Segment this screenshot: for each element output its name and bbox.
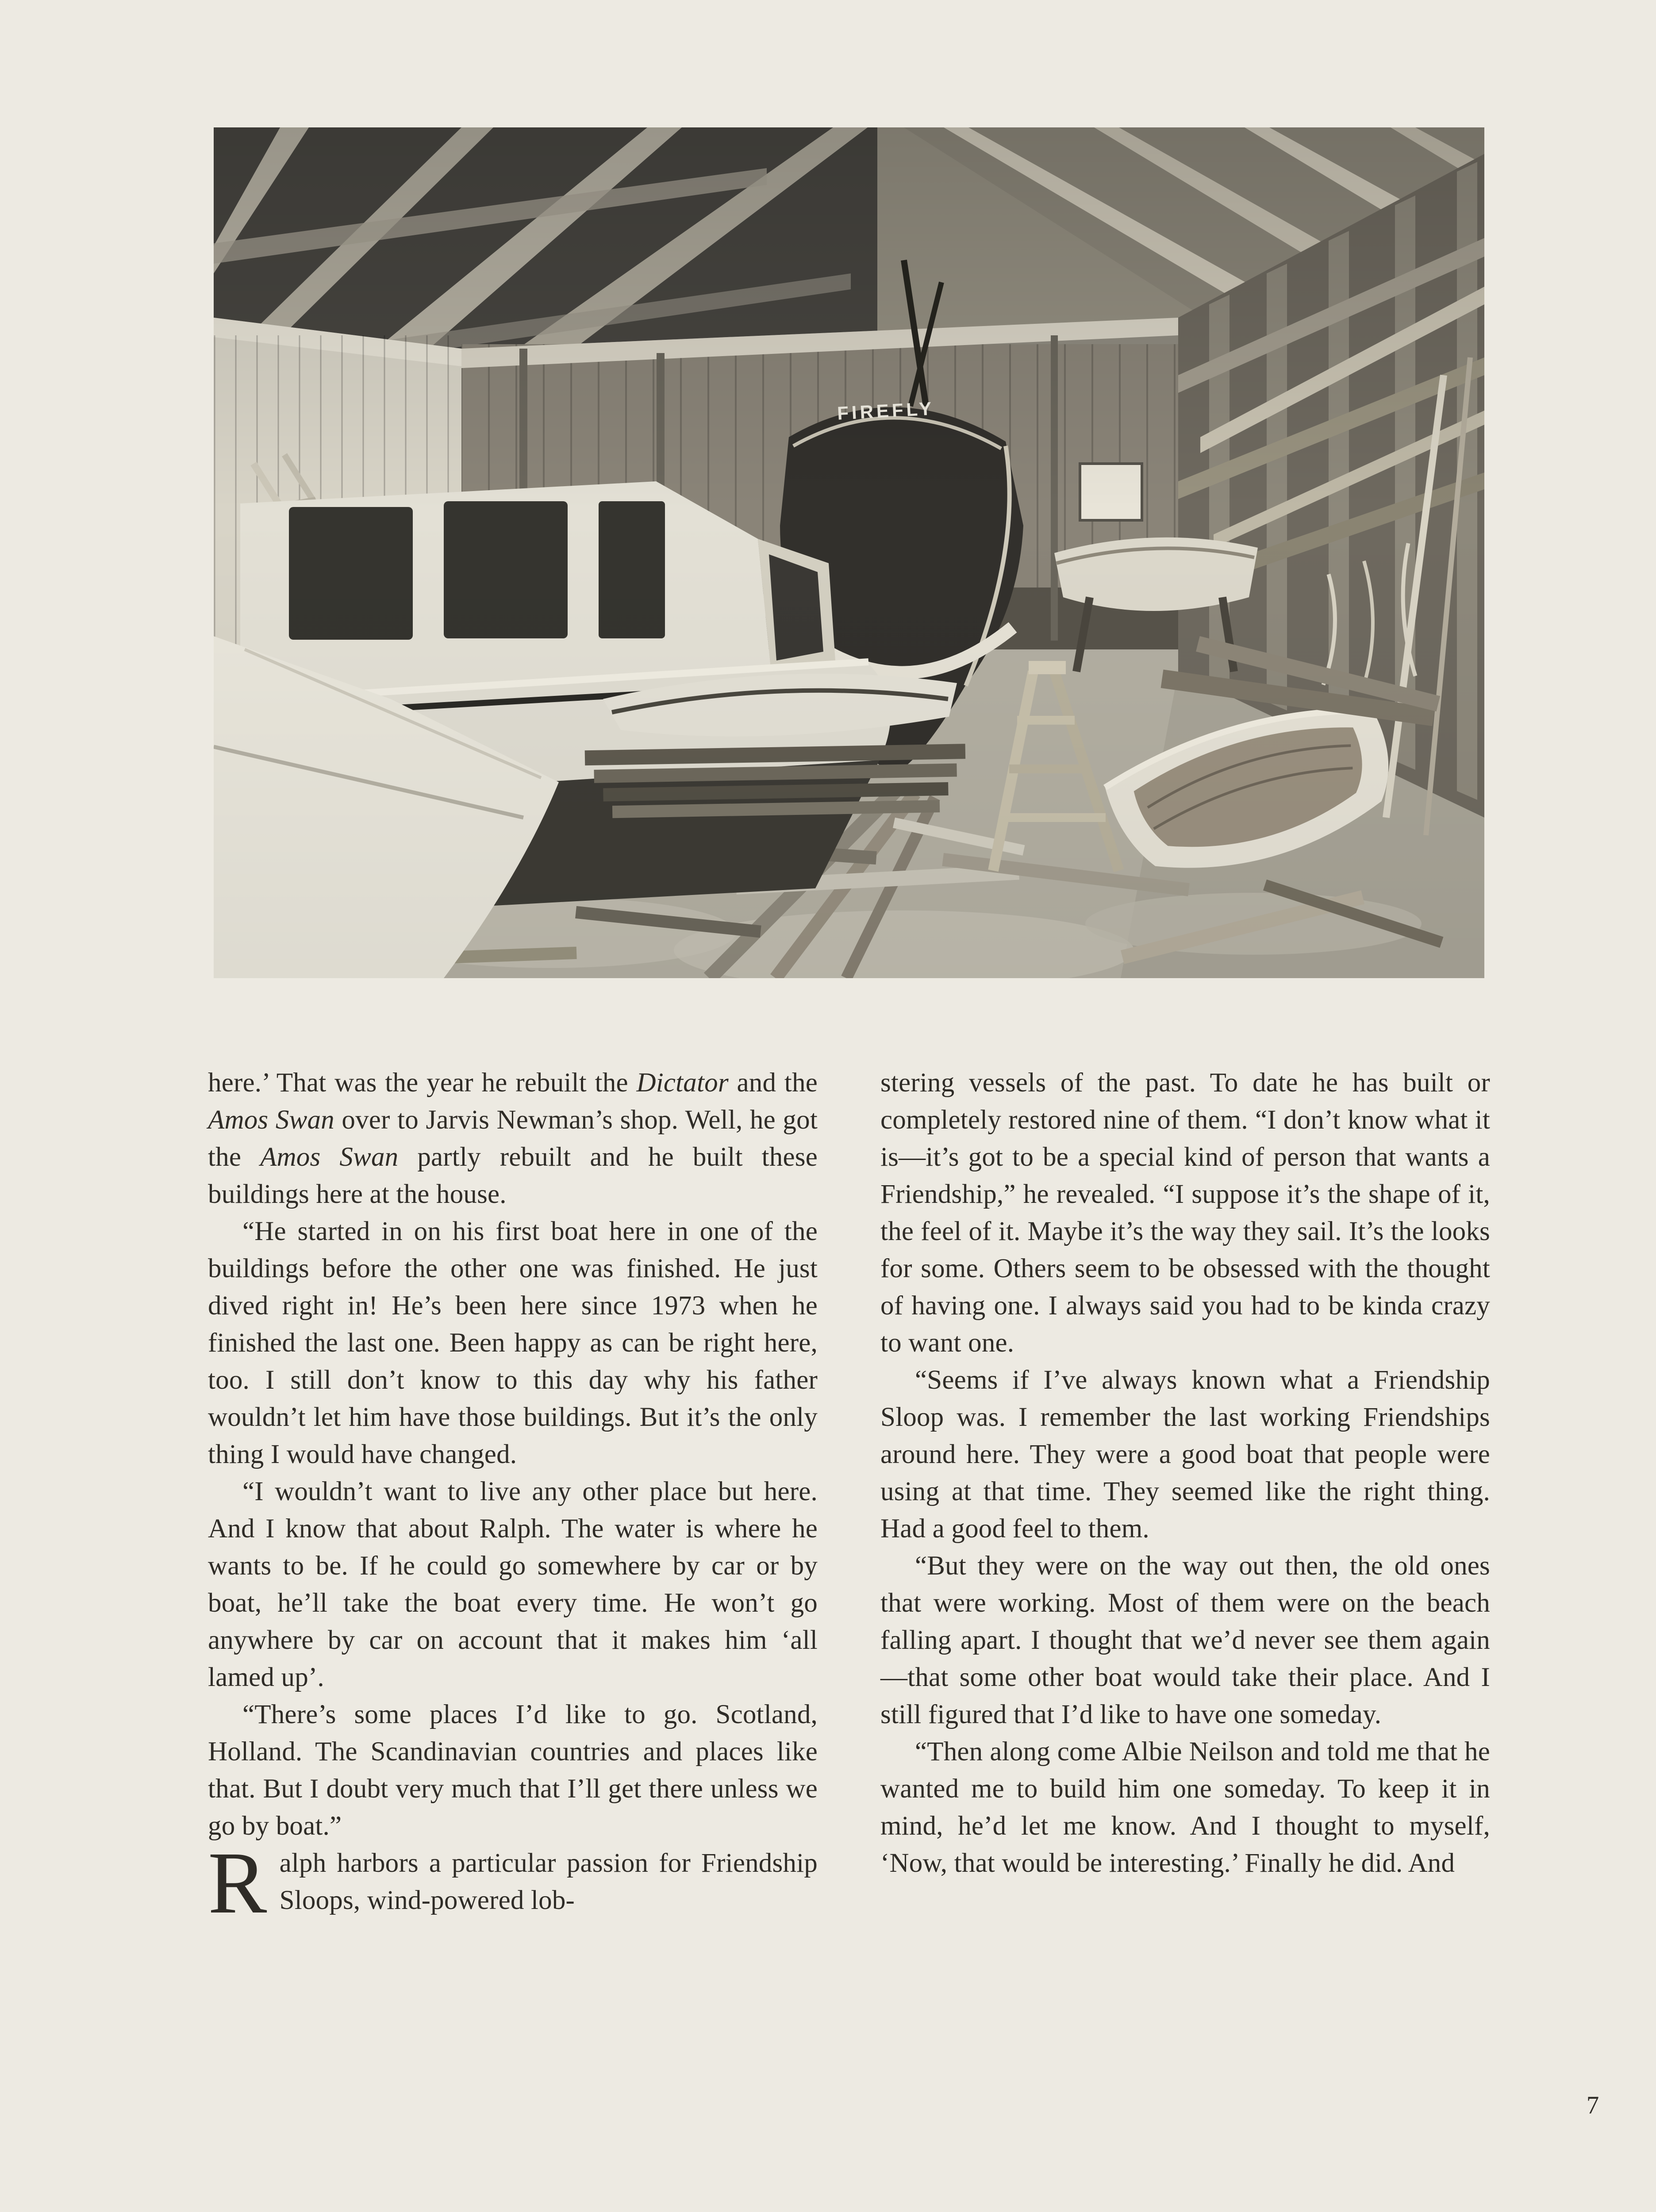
page-number: 7 [1586,2091,1599,2119]
text-run: here.’ That was the year he rebuilt the [208,1068,637,1098]
boat-name-italic: Dictator [636,1068,729,1098]
paragraph: “I wouldn’t want to live any other place but here. And I know that about Ralph. The water is where he wants to be. If he could go somewhere by car or by boat, he’ll take the boat every time. He won’t go anywhere by car on account that it makes him ‘all lamed up’. [208,1477,818,1692]
paragraph: “He started in on his first boat here in one of the buildings before the other one was finished. He just dived right in! He’s been here since 1973 when he finished the last one. Been happy as can be right here, too. I still don’t know to this day why his father wouldn’t let him have those buildings. But it’s the only thing I would have changed. [208,1217,818,1469]
drop-cap: R [208,1834,267,1932]
paragraph [208,1064,818,1213]
boat-name-italic: Amos Swan [260,1142,399,1172]
text-run: partly rebuilt and he built these buildings here at the house. [208,1142,818,1209]
boat-name-italic: Amos Swan [208,1105,334,1135]
paragraph: “Seems if I’ve always known what a Friendship Sloop was. I remember the last working Friendships around here. They were a good boat that people were using at that time. They seemed like the right thing. Had a good feel to them. [880,1365,1490,1544]
paragraph: “Then along come Albie Neilson and told me that he wanted me to build him one someday. To keep it in mind, he’d let me know. And I thought to myself, ‘Now, that would be interesting.’ Finally he did. And [880,1737,1490,1878]
paragraph: “But they were on the way out then, the old ones that were working. Most of them were on the beach falling apart. I thought that we’d never see them again—that some other boat would take their place. And I still figured that I’d like to have one someday. [880,1551,1490,1729]
text-run: over to Jarvis Newman’s shop. Well, he got the [208,1105,818,1172]
text-run: alph harbors a particular passion for Friendship Sloops, wind-powered lob- [279,1848,818,1915]
text-run: and the [728,1068,818,1098]
section-start-paragraph [208,1834,818,1932]
boat-shop-photo-illustration [214,127,1484,978]
boat-shop-photo [214,127,1484,978]
paragraph: “There’s some places I’d like to go. Scotland, Holland. The Scandinavian countries and places like that. But I doubt very much that I’ll get there unless we go by boat.” [208,1700,818,1841]
paragraph: stering vessels of the past. To date he has built or completely restored nine of them. “I don’t know what it is—it’s got to be a special kind of person that wants a Friendship,” he revealed. “I suppose it’s the shape of it, the feel of it. Maybe it’s the way they sail. It’s the looks for some. Others seem to be obsessed with the thought of having one. I always said you had to be kinda crazy to want one. [880,1068,1490,1358]
right-text-column [880,1064,1490,1882]
photo-tone-overlay [214,127,1484,978]
left-text-column [208,1064,818,1932]
